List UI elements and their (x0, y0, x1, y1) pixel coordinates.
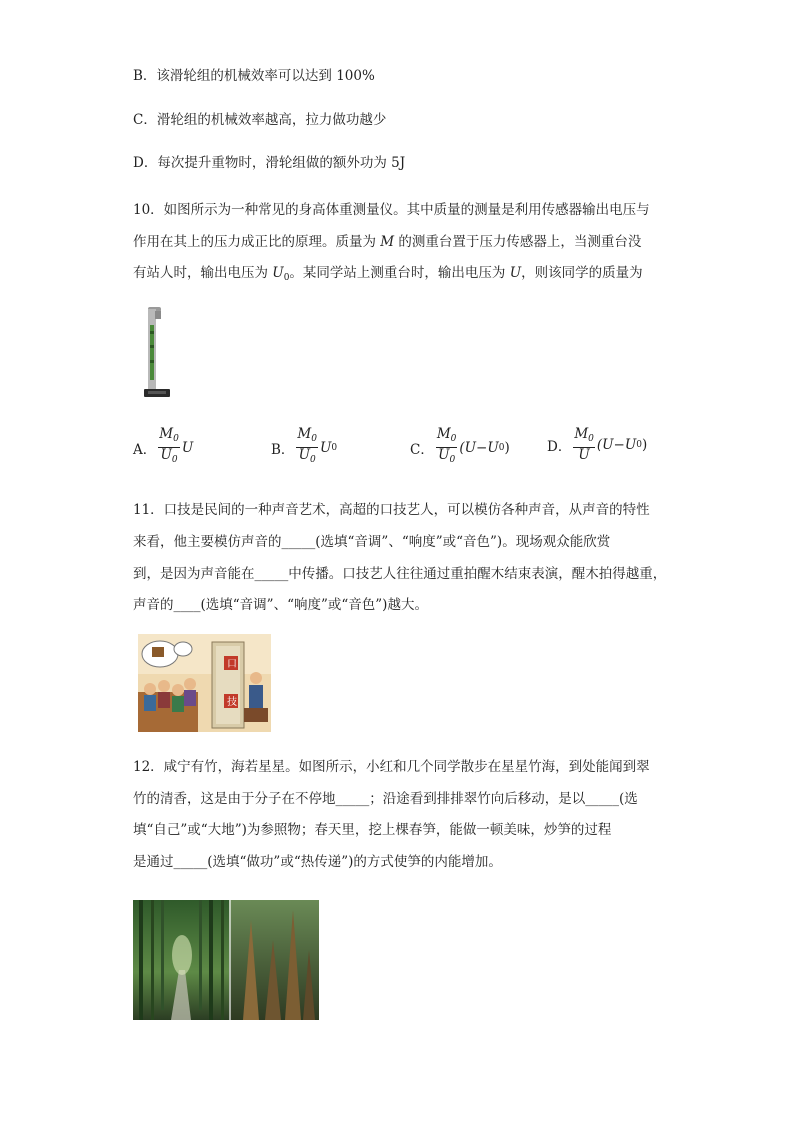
fraction: $\frac{M_0}{U}$ (574, 426, 594, 463)
fraction: $\frac{M_0}{U_0}$ (297, 426, 317, 465)
q11-line-2: 来看，他主要模仿声音的_____(选填“音调”、“响度”或“音色”)。现场观众能欣赏 (133, 534, 611, 550)
image-label-ji: 技 (227, 697, 237, 708)
height-weight-scale-image (140, 305, 174, 400)
q11-line-4: 声音的____(选填“音调”、“响度”或“音色”)越大。 (133, 597, 428, 613)
option-b-text: B．该滑轮组的机械效率可以达到 100% (133, 68, 375, 84)
answer-d: D． $\frac{M_0}{U}$ (U−U 0 ) (547, 426, 648, 463)
q10-line-3: 有站人时，输出电压为 $U_0$。某同学站上测重台时，输出电压为 U，则该同学的质量为 (133, 265, 643, 283)
q11-line-1: 11．口技是民间的一种声音艺术，高超的口技艺人，可以模仿各种声音，从声音的特性 (133, 502, 650, 518)
answer-c: C． $\frac{M_0}{U_0}$ (U−U 0 ) (410, 427, 510, 468)
answer-a: A． $\frac{M_0}{U_0}$ U (133, 427, 193, 468)
option-c-text: C．滑轮组的机械效率越高，拉力做功越少 (133, 112, 387, 128)
q12-line-2: 竹的清香，这是由于分子在不停地_____；沿途看到排排翠竹向后移动，是以_____(选 (133, 791, 638, 807)
q10-line-2: 作用在其上的压力成正比的原理。质量为 M 的测重台置于压力传感器上，当测重台没 (133, 234, 642, 250)
option-d-text: D．每次提升重物时，滑轮组做的额外功为 5J (133, 155, 406, 171)
bamboo-forest-photo (133, 900, 319, 1020)
q10-line-1: 10．如图所示为一种常见的身高体重测量仪。其中质量的测量是利用传感器输出电压与 (133, 202, 650, 218)
ventriloquism-cartoon-image (138, 634, 271, 732)
fraction: $\frac{M_0}{U_0}$ (159, 426, 179, 465)
q12-line-1: 12．咸宁有竹，海若星星。如图所示，小红和几个同学散步在星星竹海，到处能闻到翠 (133, 759, 650, 775)
answer-b: B． $\frac{M_0}{U_0}$ U 0 (271, 427, 337, 468)
fraction: $\frac{M_0}{U_0}$ (436, 426, 457, 465)
image-label-kou: 口 (227, 659, 237, 670)
q12-line-4: 是通过_____(选填“做功”或“热传递”)的方式使笋的内能增加。 (133, 854, 502, 870)
q11-line-3: 到，是因为声音能在_____中传播。口技艺人往往通过重拍醒木结束表演，醒木拍得越重， (133, 566, 667, 582)
q12-line-3: 填“自己”或“大地”)为参照物；春天里，挖上棵春笋，能做一顿美味，炒笋的过程 (133, 822, 612, 838)
